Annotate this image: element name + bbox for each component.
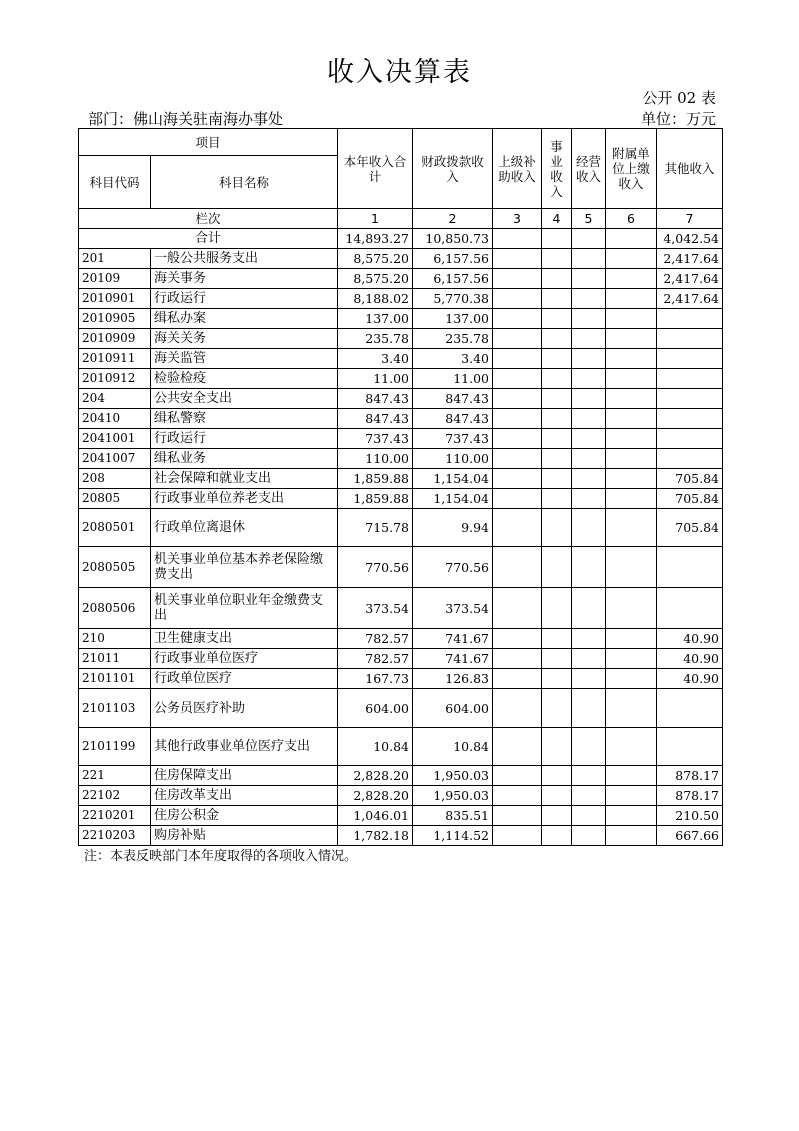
table-row bbox=[79, 389, 723, 409]
empty-cell bbox=[542, 469, 572, 489]
empty-cell bbox=[606, 728, 657, 766]
header-lanci: 栏次 bbox=[79, 209, 338, 229]
cell-name: 住房改革支出 bbox=[151, 786, 338, 806]
cell-total-income: 8,575.20 bbox=[338, 269, 413, 289]
cell-fiscal-appropriation: 1,950.03 bbox=[413, 786, 493, 806]
empty-cell bbox=[606, 229, 657, 249]
cell-fiscal-appropriation: 737.43 bbox=[413, 429, 493, 449]
department-label: 部门：佛山海关驻南海办事处 bbox=[88, 110, 284, 128]
table-row bbox=[79, 489, 723, 509]
header-item: 项目 bbox=[79, 129, 338, 156]
cell-name: 公务员医疗补助 bbox=[151, 689, 338, 728]
empty-cell bbox=[606, 806, 657, 826]
cell-total-income: 8,575.20 bbox=[338, 249, 413, 269]
empty-cell bbox=[542, 269, 572, 289]
cell-code: 2080501 bbox=[79, 509, 151, 547]
cell-total-income: 373.54 bbox=[338, 588, 413, 629]
cell-name: 住房公积金 bbox=[151, 806, 338, 826]
cell-total-income: 1,859.88 bbox=[338, 489, 413, 509]
cell-total-income: 782.57 bbox=[338, 629, 413, 649]
cell-other-income: 210.50 bbox=[657, 806, 723, 826]
cell-fiscal-appropriation: 1,154.04 bbox=[413, 469, 493, 489]
cell-total-income: 137.00 bbox=[338, 309, 413, 329]
empty-cell bbox=[572, 349, 606, 369]
empty-cell bbox=[606, 289, 657, 309]
cell-name: 购房补贴 bbox=[151, 826, 338, 846]
empty-cell bbox=[606, 649, 657, 669]
empty-cell bbox=[542, 229, 572, 249]
cell-fiscal-appropriation: 1,154.04 bbox=[413, 489, 493, 509]
cell-fiscal-appropriation: 741.67 bbox=[413, 629, 493, 649]
cell-other-income bbox=[657, 329, 723, 349]
cell-name: 卫生健康支出 bbox=[151, 629, 338, 649]
empty-cell bbox=[542, 369, 572, 389]
total-v7: 4,042.54 bbox=[657, 229, 723, 249]
empty-cell bbox=[606, 489, 657, 509]
cell-name: 行政事业单位医疗 bbox=[151, 649, 338, 669]
col-number: 6 bbox=[606, 209, 657, 229]
empty-cell bbox=[572, 229, 606, 249]
empty-cell bbox=[572, 449, 606, 469]
footnote: 注：本表反映部门本年度取得的各项收入情况。 bbox=[84, 849, 358, 864]
cell-total-income: 110.00 bbox=[338, 449, 413, 469]
table-row bbox=[79, 689, 723, 728]
cell-code: 201 bbox=[79, 249, 151, 269]
cell-code: 20410 bbox=[79, 409, 151, 429]
empty-cell bbox=[542, 669, 572, 689]
cell-total-income: 715.78 bbox=[338, 509, 413, 547]
empty-cell bbox=[572, 429, 606, 449]
empty-cell bbox=[493, 369, 542, 389]
empty-cell bbox=[542, 689, 572, 728]
cell-fiscal-appropriation: 126.83 bbox=[413, 669, 493, 689]
table-row bbox=[79, 369, 723, 389]
empty-cell bbox=[493, 629, 542, 649]
empty-cell bbox=[606, 469, 657, 489]
empty-cell bbox=[572, 649, 606, 669]
empty-cell bbox=[493, 349, 542, 369]
empty-cell bbox=[572, 689, 606, 728]
page-title: 收入决算表 bbox=[327, 57, 472, 88]
cell-other-income bbox=[657, 689, 723, 728]
empty-cell bbox=[493, 249, 542, 269]
cell-other-income: 40.90 bbox=[657, 669, 723, 689]
empty-cell bbox=[606, 766, 657, 786]
cell-total-income: 737.43 bbox=[338, 429, 413, 449]
cell-other-income bbox=[657, 429, 723, 449]
cell-other-income bbox=[657, 409, 723, 429]
cell-code: 2080505 bbox=[79, 547, 151, 588]
cell-code: 2101103 bbox=[79, 689, 151, 728]
cell-name: 一般公共服务支出 bbox=[151, 249, 338, 269]
empty-cell bbox=[493, 409, 542, 429]
cell-total-income: 847.43 bbox=[338, 409, 413, 429]
table-row bbox=[79, 329, 723, 349]
empty-cell bbox=[606, 826, 657, 846]
empty-cell bbox=[606, 588, 657, 629]
cell-other-income: 878.17 bbox=[657, 786, 723, 806]
empty-cell bbox=[572, 509, 606, 547]
cell-total-income: 235.78 bbox=[338, 329, 413, 349]
cell-fiscal-appropriation: 604.00 bbox=[413, 689, 493, 728]
empty-cell bbox=[606, 369, 657, 389]
cell-code: 2080506 bbox=[79, 588, 151, 629]
empty-cell bbox=[542, 409, 572, 429]
cell-total-income: 770.56 bbox=[338, 547, 413, 588]
table-row bbox=[79, 826, 723, 846]
cell-name: 缉私业务 bbox=[151, 449, 338, 469]
empty-cell bbox=[572, 289, 606, 309]
empty-cell bbox=[542, 786, 572, 806]
header-fiscal-appropriation: 财政拨款收入 bbox=[413, 129, 493, 209]
table-row bbox=[79, 629, 723, 649]
cell-name: 公共安全支出 bbox=[151, 389, 338, 409]
cell-fiscal-appropriation: 847.43 bbox=[413, 389, 493, 409]
empty-cell bbox=[542, 588, 572, 629]
header-operating-income: 经营收入 bbox=[572, 129, 606, 209]
cell-fiscal-appropriation: 110.00 bbox=[413, 449, 493, 469]
cell-name: 行政事业单位养老支出 bbox=[151, 489, 338, 509]
empty-cell bbox=[606, 409, 657, 429]
empty-cell bbox=[493, 826, 542, 846]
table-row bbox=[79, 289, 723, 309]
empty-cell bbox=[542, 429, 572, 449]
cell-fiscal-appropriation: 137.00 bbox=[413, 309, 493, 329]
empty-cell bbox=[493, 289, 542, 309]
cell-name: 海关监管 bbox=[151, 349, 338, 369]
cell-total-income: 604.00 bbox=[338, 689, 413, 728]
empty-cell bbox=[493, 689, 542, 728]
cell-code: 20109 bbox=[79, 269, 151, 289]
table-row bbox=[79, 786, 723, 806]
cell-fiscal-appropriation: 1,114.52 bbox=[413, 826, 493, 846]
col-number: 2 bbox=[413, 209, 493, 229]
empty-cell bbox=[572, 389, 606, 409]
table-body bbox=[79, 249, 723, 846]
empty-cell bbox=[572, 629, 606, 649]
cell-total-income: 8,188.02 bbox=[338, 289, 413, 309]
total-row bbox=[79, 229, 723, 249]
cell-name: 缉私警察 bbox=[151, 409, 338, 429]
empty-cell bbox=[606, 309, 657, 329]
cell-name: 其他行政事业单位医疗支出 bbox=[151, 728, 338, 766]
cell-fiscal-appropriation: 6,157.56 bbox=[413, 269, 493, 289]
empty-cell bbox=[572, 728, 606, 766]
empty-cell bbox=[493, 429, 542, 449]
empty-cell bbox=[493, 509, 542, 547]
empty-cell bbox=[572, 309, 606, 329]
empty-cell bbox=[493, 547, 542, 588]
table-row bbox=[79, 429, 723, 449]
empty-cell bbox=[542, 649, 572, 669]
empty-cell bbox=[606, 429, 657, 449]
cell-fiscal-appropriation: 847.43 bbox=[413, 409, 493, 429]
cell-code: 2210201 bbox=[79, 806, 151, 826]
empty-cell bbox=[606, 389, 657, 409]
cell-name: 行政单位离退休 bbox=[151, 509, 338, 547]
table-row bbox=[79, 766, 723, 786]
cell-fiscal-appropriation: 770.56 bbox=[413, 547, 493, 588]
empty-cell bbox=[493, 766, 542, 786]
cell-other-income: 878.17 bbox=[657, 766, 723, 786]
cell-code: 2041001 bbox=[79, 429, 151, 449]
cell-other-income bbox=[657, 349, 723, 369]
cell-name: 行政运行 bbox=[151, 429, 338, 449]
header-superior-subsidy: 上级补助收入 bbox=[493, 129, 542, 209]
empty-cell bbox=[493, 728, 542, 766]
empty-cell bbox=[572, 547, 606, 588]
cell-other-income bbox=[657, 309, 723, 329]
cell-other-income: 705.84 bbox=[657, 469, 723, 489]
empty-cell bbox=[572, 806, 606, 826]
cell-total-income: 1,046.01 bbox=[338, 806, 413, 826]
cell-fiscal-appropriation: 11.00 bbox=[413, 369, 493, 389]
empty-cell bbox=[606, 547, 657, 588]
cell-code: 204 bbox=[79, 389, 151, 409]
total-v1: 14,893.27 bbox=[338, 229, 413, 249]
empty-cell bbox=[493, 329, 542, 349]
cell-other-income bbox=[657, 547, 723, 588]
cell-fiscal-appropriation: 835.51 bbox=[413, 806, 493, 826]
cell-fiscal-appropriation: 373.54 bbox=[413, 588, 493, 629]
cell-name: 机关事业单位职业年金缴费支出 bbox=[151, 588, 338, 629]
empty-cell bbox=[572, 369, 606, 389]
empty-cell bbox=[606, 689, 657, 728]
header-business-income: 事业收入 bbox=[542, 129, 572, 209]
empty-cell bbox=[572, 588, 606, 629]
cell-fiscal-appropriation: 1,950.03 bbox=[413, 766, 493, 786]
cell-other-income bbox=[657, 389, 723, 409]
cell-code: 208 bbox=[79, 469, 151, 489]
table-row bbox=[79, 806, 723, 826]
table-row bbox=[79, 509, 723, 547]
empty-cell bbox=[542, 389, 572, 409]
table-row bbox=[79, 469, 723, 489]
empty-cell bbox=[542, 806, 572, 826]
col-number: 7 bbox=[657, 209, 723, 229]
cell-code: 2041007 bbox=[79, 449, 151, 469]
empty-cell bbox=[542, 289, 572, 309]
total-v2: 10,850.73 bbox=[413, 229, 493, 249]
empty-cell bbox=[542, 329, 572, 349]
col-number: 5 bbox=[572, 209, 606, 229]
cell-code: 21011 bbox=[79, 649, 151, 669]
empty-cell bbox=[542, 349, 572, 369]
cell-code: 2010901 bbox=[79, 289, 151, 309]
cell-name: 检验检疫 bbox=[151, 369, 338, 389]
empty-cell bbox=[493, 469, 542, 489]
cell-name: 社会保障和就业支出 bbox=[151, 469, 338, 489]
empty-cell bbox=[493, 649, 542, 669]
table-row bbox=[79, 669, 723, 689]
cell-fiscal-appropriation: 10.84 bbox=[413, 728, 493, 766]
cell-code: 2210203 bbox=[79, 826, 151, 846]
header-name: 科目名称 bbox=[151, 156, 338, 209]
cell-other-income bbox=[657, 588, 723, 629]
cell-other-income: 2,417.64 bbox=[657, 289, 723, 309]
empty-cell bbox=[572, 249, 606, 269]
cell-total-income: 1,859.88 bbox=[338, 469, 413, 489]
cell-other-income bbox=[657, 369, 723, 389]
cell-code: 221 bbox=[79, 766, 151, 786]
cell-other-income: 2,417.64 bbox=[657, 269, 723, 289]
empty-cell bbox=[542, 766, 572, 786]
header-total-income: 本年收入合计 bbox=[338, 129, 413, 209]
empty-cell bbox=[493, 786, 542, 806]
cell-name: 行政单位医疗 bbox=[151, 669, 338, 689]
empty-cell bbox=[572, 469, 606, 489]
cell-code: 210 bbox=[79, 629, 151, 649]
empty-cell bbox=[493, 309, 542, 329]
empty-cell bbox=[493, 806, 542, 826]
empty-cell bbox=[606, 509, 657, 547]
cell-name: 机关事业单位基本养老保险缴费支出 bbox=[151, 547, 338, 588]
col-number: 4 bbox=[542, 209, 572, 229]
empty-cell bbox=[572, 329, 606, 349]
empty-cell bbox=[606, 349, 657, 369]
cell-name: 缉私办案 bbox=[151, 309, 338, 329]
table-row bbox=[79, 728, 723, 766]
cell-total-income: 10.84 bbox=[338, 728, 413, 766]
empty-cell bbox=[606, 786, 657, 806]
cell-code: 22102 bbox=[79, 786, 151, 806]
cell-other-income: 2,417.64 bbox=[657, 249, 723, 269]
empty-cell bbox=[572, 669, 606, 689]
cell-other-income: 40.90 bbox=[657, 649, 723, 669]
cell-fiscal-appropriation: 6,157.56 bbox=[413, 249, 493, 269]
empty-cell bbox=[542, 547, 572, 588]
empty-cell bbox=[572, 786, 606, 806]
cell-other-income bbox=[657, 449, 723, 469]
col-number: 1 bbox=[338, 209, 413, 229]
cell-code: 20805 bbox=[79, 489, 151, 509]
cell-total-income: 11.00 bbox=[338, 369, 413, 389]
cell-fiscal-appropriation: 3.40 bbox=[413, 349, 493, 369]
table-row bbox=[79, 249, 723, 269]
cell-name: 住房保障支出 bbox=[151, 766, 338, 786]
cell-other-income bbox=[657, 728, 723, 766]
table-row bbox=[79, 269, 723, 289]
header-other-income: 其他收入 bbox=[657, 129, 723, 209]
empty-cell bbox=[606, 269, 657, 289]
empty-cell bbox=[542, 309, 572, 329]
empty-cell bbox=[542, 489, 572, 509]
cell-total-income: 847.43 bbox=[338, 389, 413, 409]
empty-cell bbox=[542, 449, 572, 469]
header-affiliated-income: 附属单位上缴收入 bbox=[606, 129, 657, 209]
cell-total-income: 1,782.18 bbox=[338, 826, 413, 846]
cell-total-income: 2,828.20 bbox=[338, 786, 413, 806]
cell-fiscal-appropriation: 9.94 bbox=[413, 509, 493, 547]
cell-name: 海关事务 bbox=[151, 269, 338, 289]
header-code: 科目代码 bbox=[79, 156, 151, 209]
table-row bbox=[79, 547, 723, 588]
table-row bbox=[79, 309, 723, 329]
cell-code: 2010912 bbox=[79, 369, 151, 389]
empty-cell bbox=[606, 629, 657, 649]
empty-cell bbox=[493, 389, 542, 409]
table-row bbox=[79, 449, 723, 469]
empty-cell bbox=[493, 229, 542, 249]
empty-cell bbox=[606, 669, 657, 689]
form-number: 公开 02 表 bbox=[642, 89, 716, 107]
table-row bbox=[79, 409, 723, 429]
empty-cell bbox=[572, 766, 606, 786]
empty-cell bbox=[493, 269, 542, 289]
cell-total-income: 2,828.20 bbox=[338, 766, 413, 786]
empty-cell bbox=[542, 629, 572, 649]
empty-cell bbox=[572, 409, 606, 429]
table-row bbox=[79, 588, 723, 629]
empty-cell bbox=[542, 509, 572, 547]
empty-cell bbox=[493, 489, 542, 509]
cell-code: 2010911 bbox=[79, 349, 151, 369]
empty-cell bbox=[542, 249, 572, 269]
cell-code: 2101199 bbox=[79, 728, 151, 766]
cell-fiscal-appropriation: 235.78 bbox=[413, 329, 493, 349]
table-row bbox=[79, 349, 723, 369]
empty-cell bbox=[572, 826, 606, 846]
empty-cell bbox=[572, 489, 606, 509]
empty-cell bbox=[542, 728, 572, 766]
cell-code: 2101101 bbox=[79, 669, 151, 689]
empty-cell bbox=[572, 269, 606, 289]
cell-total-income: 167.73 bbox=[338, 669, 413, 689]
empty-cell bbox=[493, 449, 542, 469]
empty-cell bbox=[493, 669, 542, 689]
cell-total-income: 782.57 bbox=[338, 649, 413, 669]
cell-name: 海关关务 bbox=[151, 329, 338, 349]
cell-other-income: 40.90 bbox=[657, 629, 723, 649]
empty-cell bbox=[606, 249, 657, 269]
cell-code: 2010905 bbox=[79, 309, 151, 329]
income-table bbox=[78, 128, 723, 846]
cell-total-income: 3.40 bbox=[338, 349, 413, 369]
unit-label: 单位：万元 bbox=[640, 110, 716, 128]
cell-fiscal-appropriation: 741.67 bbox=[413, 649, 493, 669]
empty-cell bbox=[493, 588, 542, 629]
empty-cell bbox=[606, 449, 657, 469]
cell-other-income: 667.66 bbox=[657, 826, 723, 846]
empty-cell bbox=[542, 826, 572, 846]
col-number: 3 bbox=[493, 209, 542, 229]
cell-code: 2010909 bbox=[79, 329, 151, 349]
cell-name: 行政运行 bbox=[151, 289, 338, 309]
total-label: 合计 bbox=[79, 229, 338, 249]
table-row bbox=[79, 649, 723, 669]
cell-other-income: 705.84 bbox=[657, 509, 723, 547]
cell-other-income: 705.84 bbox=[657, 489, 723, 509]
cell-fiscal-appropriation: 5,770.38 bbox=[413, 289, 493, 309]
empty-cell bbox=[606, 329, 657, 349]
